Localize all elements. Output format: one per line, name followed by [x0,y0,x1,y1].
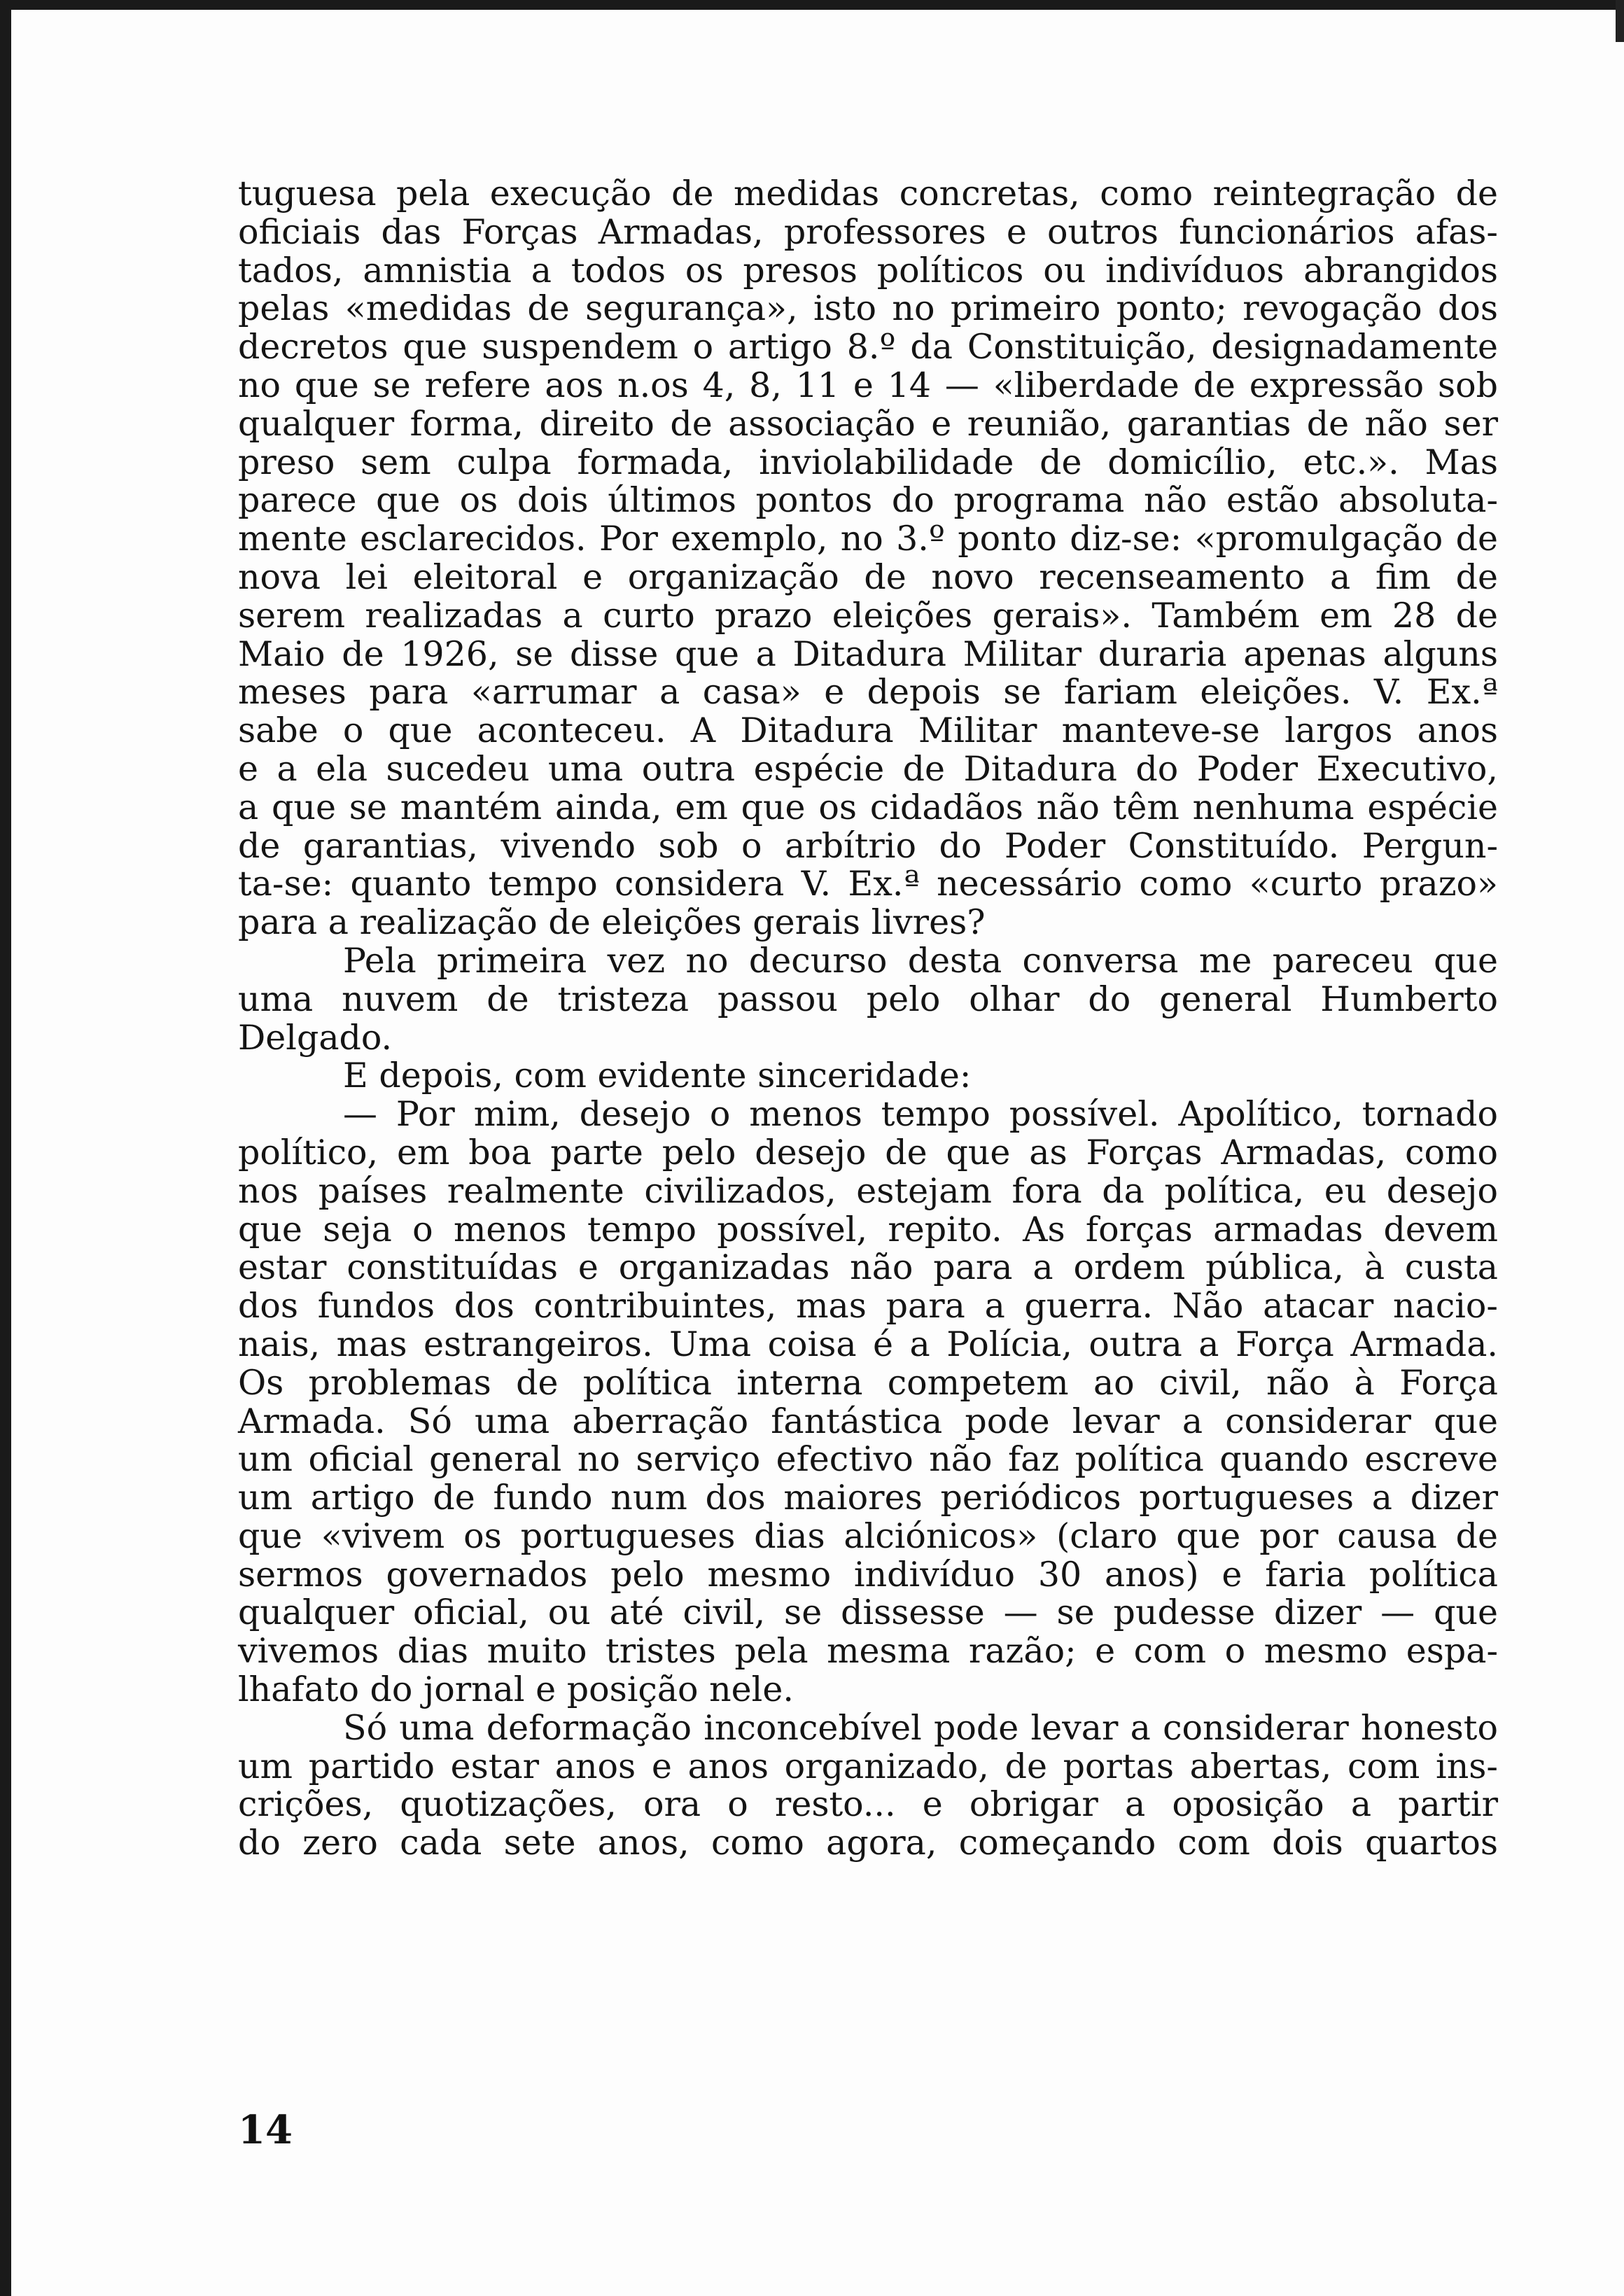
text-line: nos países realmente civilizados, estejam fora da política, eu desejo [238,1170,1498,1211]
text-line: nova lei eleitoral e organização de novo recenseamento a fim de [238,556,1498,597]
text-line: Só uma deformação inconcebível pode levar a considerar honesto [343,1707,1498,1748]
text-line: um oficial general no serviço efectivo não faz política quando escreve [238,1439,1498,1480]
text-line: no que se refere aos n.os 4, 8, 11 e 14 — «liberdade de expressão sob [238,365,1498,405]
text-line: Delgado. [238,1017,393,1058]
text-line: qualquer forma, direito de associação e reunião, garantias de não ser [238,403,1498,444]
text-line: mente esclarecidos. Por exemplo, no 3.º ponto diz-se: «promulgação de [238,519,1498,559]
text-line: de garantias, vivendo sob o arbítrio do Poder Constituído. Pergun- [238,825,1498,866]
text-line: lhafato do jornal e posição nele. [238,1670,794,1710]
text-line: tuguesa pela execução de medidas concretas, como reintegração de [238,174,1498,214]
text-line: a que se mantém ainda, em que os cidadãos não têm nenhuma espécie [238,787,1498,827]
text-line: uma nuvem de tristeza passou pelo olhar do general Humberto [238,979,1498,1019]
text-line: sabe o que aconteceu. A Ditadura Militar manteve-se largos anos [238,710,1498,751]
text-line: e a ela sucedeu uma outra espécie de Ditadura do Poder Executivo, [238,748,1498,789]
text-line: meses para «arrumar a casa» e depois se fariam eleições. V. Ex.ª [238,672,1498,713]
text-line: crições, quotizações, ora o resto... e obrigar a oposição a partir [238,1784,1498,1825]
text-line: nais, mas estrangeiros. Uma coisa é a Polícia, outra a Força Armada. [238,1324,1498,1364]
text-line: preso sem culpa formada, inviolabilidade de domicílio, etc.». Mas [238,442,1498,482]
scan-edge-top [0,0,1624,10]
text-line: decretos que suspendem o artigo 8.º da Constituição, designadamente [238,327,1498,368]
text-line: sermos governados pelo mesmo indivíduo 30 anos) e faria política [238,1554,1498,1595]
text-line: tados, amnistia a todos os presos políticos ou indivíduos abrangidos [238,250,1498,290]
text-line: Maio de 1926, se disse que a Ditadura Militar duraria apenas alguns [238,634,1498,674]
text-line: um artigo de fundo num dos maiores periódicos portugueses a dizer [238,1478,1498,1518]
text-line: Armada. Só uma aberração fantástica pode levar a considerar que [238,1401,1498,1441]
text-line: político, em boa parte pelo desejo de que as Forças Armadas, como [238,1132,1498,1172]
text-line: parece que os dois últimos pontos do programa não estão absoluta- [238,480,1498,521]
body-text [238,175,1498,1863]
text-line: um partido estar anos e anos organizado, de portas abertas, com ins- [238,1746,1498,1786]
text-line: Os problemas de política interna competem ao civil, não à Força [238,1362,1498,1403]
text-line: Pela primeira vez no decurso desta conversa me pareceu que [343,940,1498,981]
text-line: serem realizadas a curto prazo eleições gerais». Também em 28 de [238,595,1498,636]
text-line: ta-se: quanto tempo considera V. Ex.ª necessário como «curto prazo» [238,864,1498,904]
scan-edge-left [0,0,11,2296]
page-number: 14 [238,2107,293,2153]
text-line: para a realização de eleições gerais livres? [238,902,986,943]
text-line: qualquer oficial, ou até civil, se dissesse — se pudesse dizer — que [238,1592,1498,1633]
text-line: pelas «medidas de segurança», isto no primeiro ponto; revogação dos [238,288,1498,329]
text-line: que «vivem os portugueses dias alciónicos» (claro que por causa de [238,1516,1498,1556]
text-line: — Por mim, desejo o menos tempo possível. Apolítico, tornado [343,1094,1498,1135]
text-line: E depois, com evidente sinceridade: [343,1056,972,1096]
scan-edge-right [1616,0,1624,42]
text-line: estar constituídas e organizadas não para a ordem pública, à custa [238,1247,1498,1288]
text-line: que seja o menos tempo possível, repito. As forças armadas devem [238,1209,1498,1250]
text-line: vivemos dias muito tristes pela mesma razão; e com o mesmo espa- [238,1631,1498,1672]
text-line: do zero cada sete anos, como agora, começando com dois quartos [238,1823,1498,1863]
text-line: dos fundos dos contribuintes, mas para a guerra. Não atacar nacio- [238,1286,1498,1326]
text-line: oficiais das Forças Armadas, professores e outros funcionários afas- [238,211,1498,252]
